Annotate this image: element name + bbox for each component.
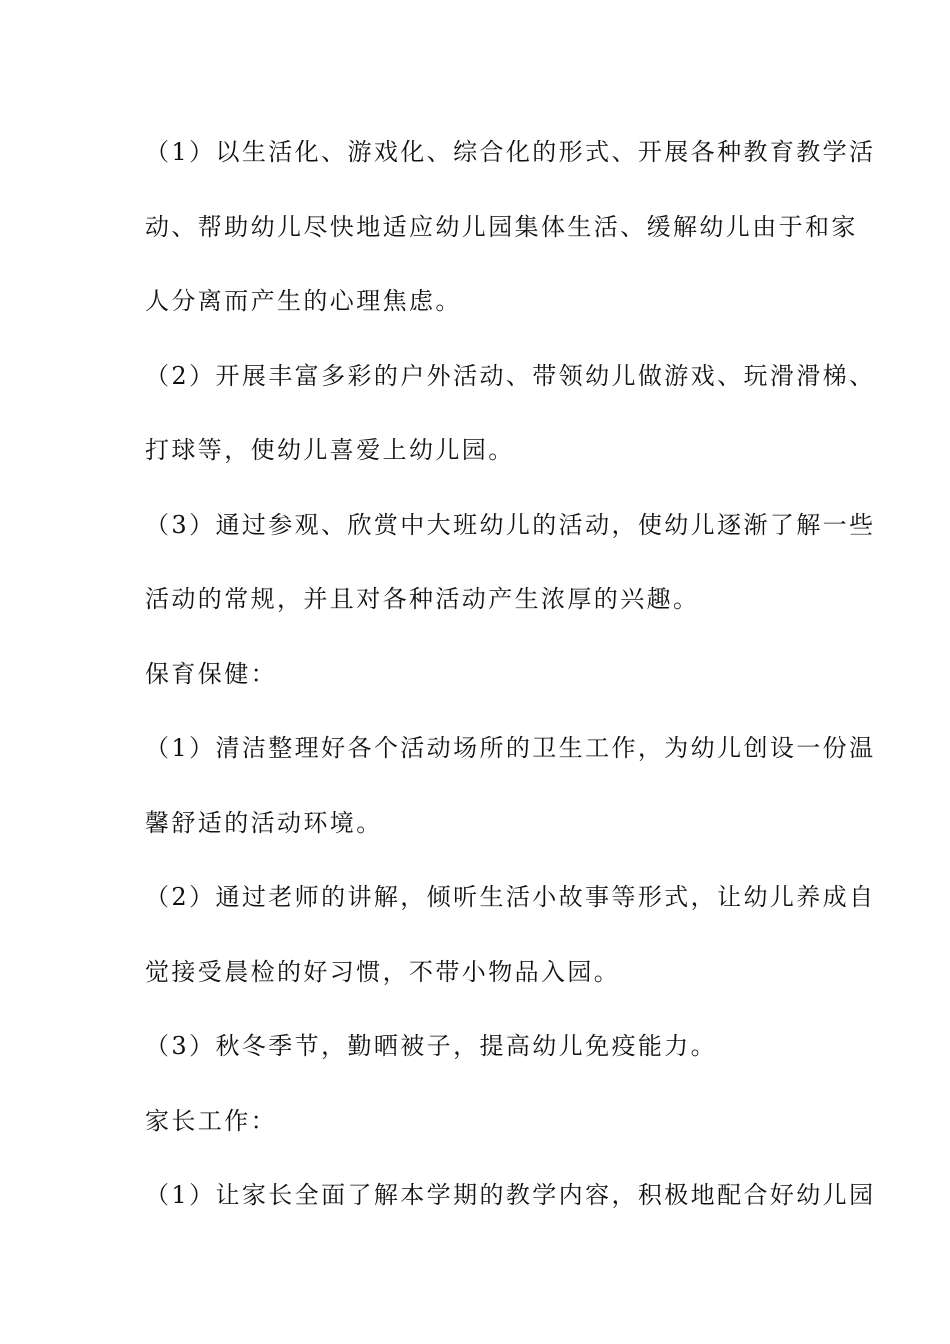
text-line: （3）秋冬季节，勤晒被子，提高幼儿免疫能力。 — [145, 1032, 718, 1060]
text-line: 活动的常规，并且对各种活动产生浓厚的兴趣。 — [145, 585, 700, 613]
text-line: （1）以生活化、游戏化、综合化的形式、开展各种教育教学活 — [145, 138, 876, 166]
text-line: （1）让家长全面了解本学期的教学内容，积极地配合好幼儿园 — [145, 1181, 876, 1209]
section-heading: 保育保健： — [145, 659, 277, 688]
text-line: 觉接受晨检的好习惯，不带小物品入园。 — [145, 957, 621, 986]
text-line: 馨舒适的活动环境。 — [145, 808, 383, 837]
section-heading: 家长工作： — [145, 1106, 277, 1135]
text-line: 人分离而产生的心理焦虑。 — [145, 287, 462, 315]
text-line: （2）开展丰富多彩的户外活动、带领幼儿做游戏、玩滑滑梯、 — [145, 361, 876, 390]
text-line: （3）通过参观、欣赏中大班幼儿的活动，使幼儿逐渐了解一些 — [145, 510, 876, 539]
text-line: 动、帮助幼儿尽快地适应幼儿园集体生活、缓解幼儿由于和家 — [145, 212, 858, 241]
document-body — [145, 130, 876, 1248]
text-line: 打球等，使幼儿喜爱上幼儿园。 — [145, 436, 515, 464]
text-line: （1）清洁整理好各个活动场所的卫生工作，为幼儿创设一份温 — [145, 734, 876, 762]
text-line: （2）通过老师的讲解，倾听生活小故事等形式，让幼儿养成自 — [145, 883, 876, 911]
